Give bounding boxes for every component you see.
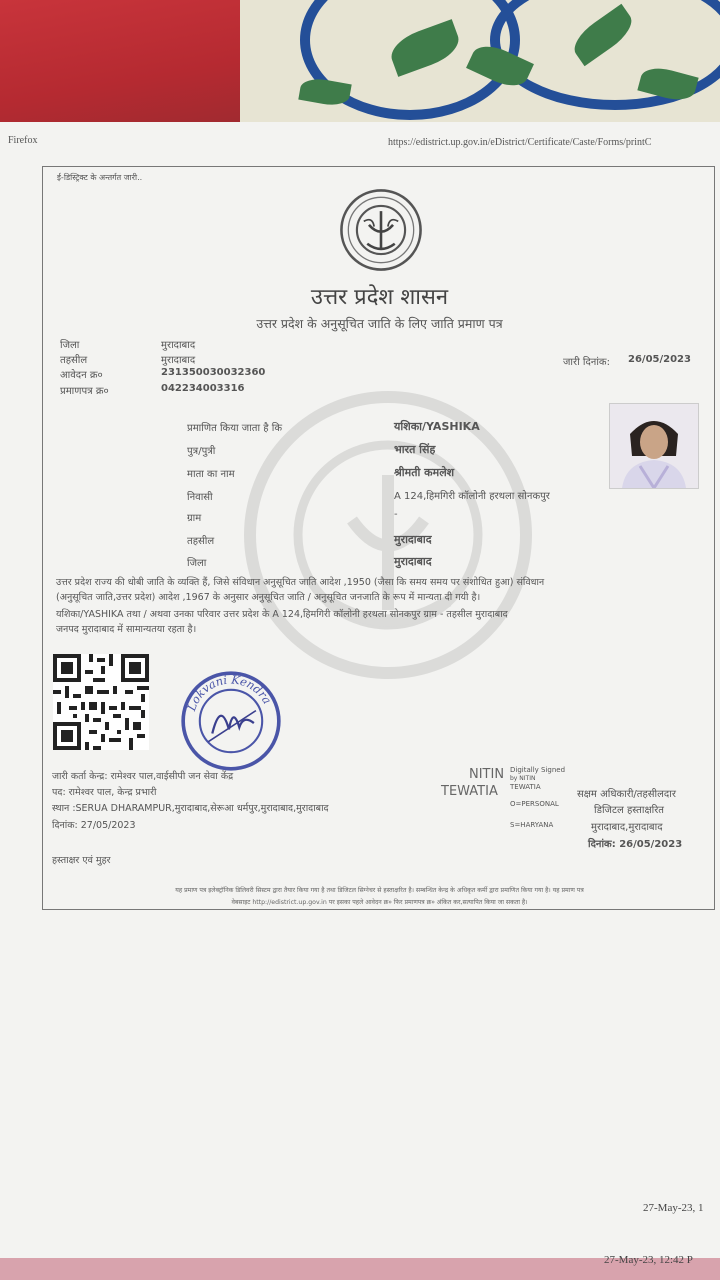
browser-name: Firefox: [8, 135, 38, 146]
detail-value: श्रीमती कमलेश: [394, 466, 455, 479]
signature-detail: by NITIN: [510, 775, 536, 782]
detail-label: ग्राम: [187, 513, 202, 524]
officer-designation: सक्षम अधिकारी/तहसीलदार: [577, 789, 676, 800]
detail-value: भारत सिंह: [394, 443, 436, 456]
detail-label: पुत्र/पुत्री: [187, 446, 216, 457]
qr-code-icon: [53, 654, 149, 750]
page-url: https://edistrict.up.gov.in/eDistrict/Certificate/Caste/Forms/printC: [388, 137, 652, 148]
detail-value: A 124,हिमगिरी कॉलोनी हरथला सोनकपुर: [394, 491, 550, 502]
svg-text:Lokvani Kendra: Lokvani Kendra: [184, 672, 275, 713]
application-number: 231350030032360: [161, 367, 266, 378]
background-fabric: [0, 0, 720, 128]
issuer-location: स्थान :SERUA DHARAMPUR,मुरादाबाद,सेरूआ धर्मपुर,मुरादाबाद,मुरादाबाद: [52, 803, 329, 814]
certificate-subtitle: उत्तर प्रदेश के अनुसूचित जाति के लिए जाति प्रमाण पत्र: [256, 316, 503, 331]
detail-label: निवासी: [187, 492, 213, 503]
meta-label: तहसील: [60, 355, 88, 366]
detail-value: मुरादाबाद: [394, 555, 432, 568]
signature-detail: S=HARYANA: [510, 821, 554, 829]
signature-detail: Digitally Signed: [510, 766, 566, 774]
print-timestamp: 27-May-23, 12:42 P: [604, 1254, 693, 1266]
lokvani-kendra-stamp: [179, 669, 283, 773]
issuer-date: दिनांक: 27/05/2023: [52, 820, 136, 831]
detail-label: तहसील: [187, 536, 215, 547]
caste-certificate: [42, 166, 715, 910]
signature-detail: O=PERSONAL: [510, 800, 559, 808]
issuing-centre: जारी कर्ता केन्द्र: रामेश्वर पाल,वाईसीपी जन सेवा केंद्र: [52, 771, 234, 782]
certificate-number: 042234003316: [161, 383, 245, 394]
footer-note: यह प्रमाण पत्र इलेक्ट्रॉनिक डिलिवरी सिस्टम द्वारा तैयार किया गया है तथा डिजिटल सिग्नेचर से हस्ताक्षरित है। सम्बन्धित केन्द्र के अधिकृत कर्मी द्वारा प्रमाणित किया गया है। यह प्रमाण पत्र: [175, 887, 584, 894]
meta-value: मुरादाबाद: [161, 340, 196, 351]
officer-date: दिनांक: 26/05/2023: [588, 839, 683, 850]
detail-value: -: [394, 509, 398, 520]
certificate-statement-line: यशिका/YASHIKA तथा / अथवा उनका परिवार उत्तर प्रदेश के A 124,हिमगिरी कॉलोनी हरथला सोनकपुर ग्राम - तहसील मुरादाबाद: [56, 609, 508, 620]
certificate-statement-line: (अनुसूचित जाति,उत्तर प्रदेश) आदेश ,1967 के अनुसार अनुसूचित जाति / अनुसूचित जनजाति के रूप में मान्यता दी गयी है।: [56, 592, 481, 603]
meta-label: आवेदन क्र०: [60, 370, 103, 381]
digitally-signed-label: डिजिटल हस्ताक्षरित: [594, 805, 664, 816]
top-note: ई-डिस्ट्रिक्ट के अन्तर्गत जारी..: [57, 173, 143, 182]
applicant-photo: [609, 403, 699, 489]
issue-date: 26/05/2023: [628, 354, 691, 365]
meta-label: जिला: [60, 340, 80, 351]
detail-label: माता का नाम: [187, 469, 235, 480]
signature-detail: TEWATIA: [510, 783, 541, 791]
watermark-emblem-icon: [238, 385, 538, 685]
sign-and-seal: हस्ताक्षर एवं मुहर: [52, 855, 111, 866]
detail-value: मुरादाबाद: [394, 533, 432, 546]
certificate-statement-line: उत्तर प्रदेश राज्य की धोबी जाति के व्यक्ति हैं, जिसे संविधान अनुसूचित जाति आदेश ,1950 (जैसा कि समय समय पर संशोधित हुआ) संविधान: [56, 577, 545, 588]
officer-location: मुरादाबाद,मुरादाबाद: [591, 822, 663, 833]
footer-note: वेबसाइट http://edistrict.up.gov.in पर इसका पहले आवेदन क्र० फिर प्रमाणपत्र क्र० अंकित कर,सत्यापित किया जा सकता है।: [231, 899, 528, 906]
signer-surname: TEWATIA: [441, 784, 498, 799]
issuer-post: पद: रामेश्वर पाल, केन्द्र प्रभारी: [52, 787, 157, 798]
print-header: [0, 130, 720, 152]
print-date: 27-May-23, 1: [643, 1202, 704, 1214]
detail-label: प्रमाणित किया जाता है कि: [187, 423, 283, 434]
detail-value: यशिका/YASHIKA: [394, 420, 480, 433]
up-government-emblem-icon: [338, 187, 424, 273]
government-title: उत्तर प्रदेश शासन: [310, 285, 449, 310]
meta-value: मुरादाबाद: [161, 355, 196, 366]
issue-date-label: जारी दिनांक:: [563, 357, 610, 368]
meta-label: प्रमाणपत्र क्र०: [60, 386, 109, 397]
certificate-statement-line: जनपद मुरादाबाद में सामान्यतया रहता है।: [56, 624, 197, 635]
detail-label: जिला: [187, 558, 207, 569]
signer-name: NITIN: [469, 767, 505, 782]
